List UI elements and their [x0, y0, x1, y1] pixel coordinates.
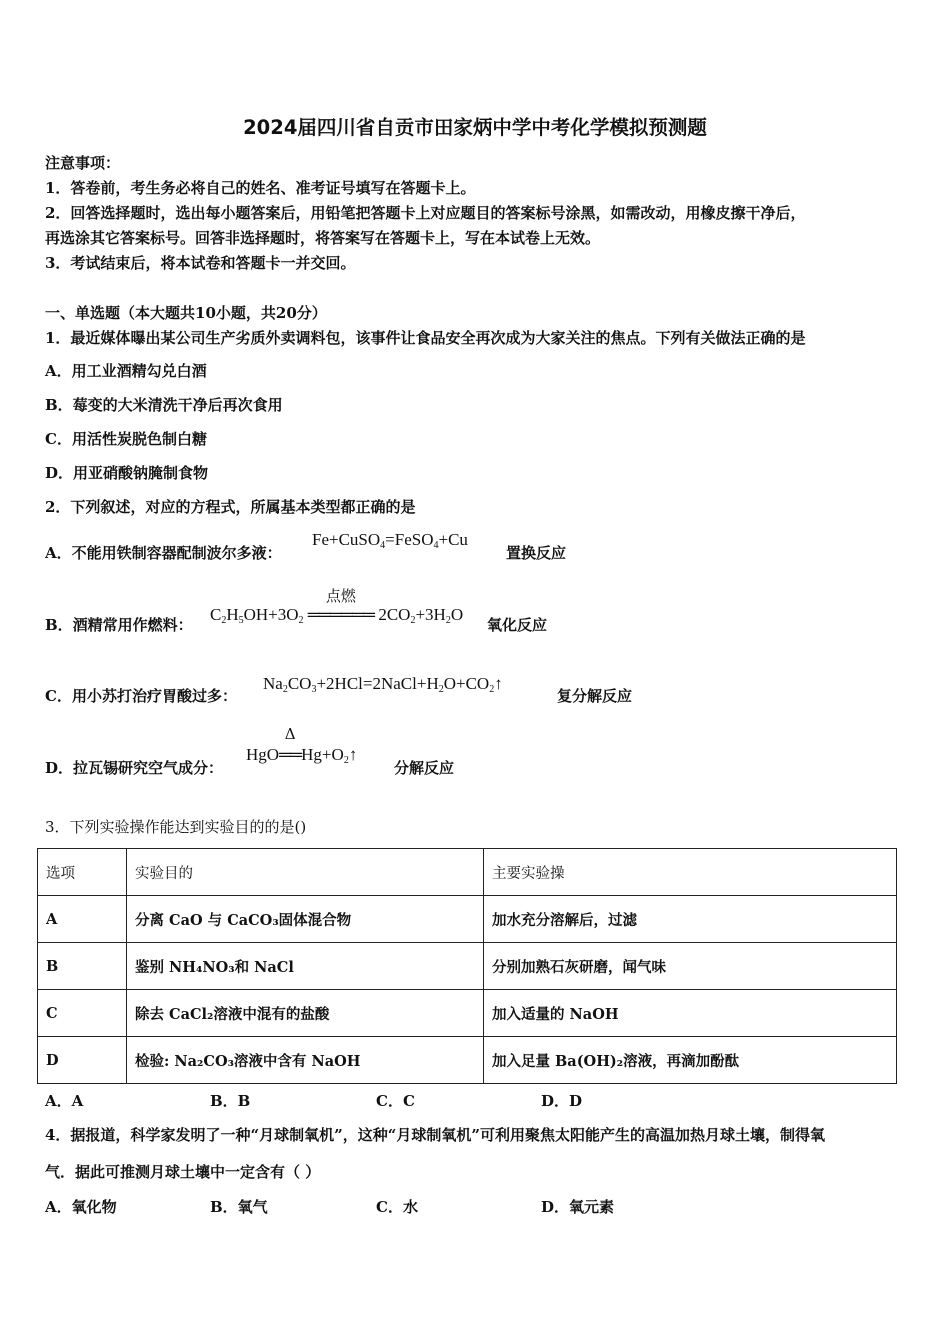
table-row: [38, 943, 897, 990]
q1-option-d: D．用亚硝酸钠腌制食物: [45, 464, 209, 482]
section-heading: 一、单选题（本大题共10小题，共20分）: [45, 304, 327, 322]
q2-option-d-type: 分解反应: [394, 759, 455, 777]
q2-option-d-label: D．拉瓦锡研究空气成分：: [45, 759, 224, 777]
table-cell: 加入足量 Ba(OH)₂溶液，再滴加酚酞: [484, 1037, 897, 1084]
table-cell: 分离 CaO 与 CaCO₃固体混合物: [127, 896, 484, 943]
table-cell: 分别加熟石灰研磨，闻气味: [484, 943, 897, 990]
reaction-condition: 点燃 ══════: [307, 587, 375, 624]
table-header-cell: 选项: [38, 849, 127, 896]
table-cell: 除去 CaCl₂溶液中混有的盐酸: [127, 990, 484, 1037]
notice-item: 2．回答选择题时，选出每小题答案后，用铅笔把答题卡上对应题目的答案标号涂黑，如需改动，用橡皮擦干净后，: [45, 204, 806, 222]
q4-option-a: A．氧化物: [45, 1198, 117, 1216]
q4-option-c: C．水: [376, 1198, 418, 1216]
table-cell: D: [38, 1037, 127, 1084]
q1-option-c: C．用活性炭脱色制白糖: [45, 430, 207, 448]
q2-option-a-equation: Fe+CuSO$_4$=FeSO$_4$+Cu: [312, 530, 468, 551]
table-cell: 加水充分溶解后，过滤: [484, 896, 897, 943]
q2-option-c-label: C．用小苏打治疗胃酸过多：: [45, 687, 237, 705]
q2-option-b-equation: $C_2H_5OH+3O_2$ 点燃 ══════ $2CO_2+3H_2O$: [210, 587, 464, 626]
table-cell: C: [38, 990, 127, 1037]
table-header-cell: 实验目的: [127, 849, 484, 896]
q4-option-b: B．氧气: [210, 1198, 268, 1216]
q2-option-c-equation: $Na_2CO_3+2HCl=2NaCl+H_2O+CO_2↑$: [263, 674, 503, 695]
table-cell: 鉴别 NH₄NO₃和 NaCl: [127, 943, 484, 990]
experiment-table: [37, 848, 897, 1084]
q2-option-d-equation: HgO Δ $══Hg+O_2↑$: [246, 725, 358, 766]
notice-item: 再选涂其它答案标号。回答非选择题时，将答案写在答题卡上，写在本试卷上无效。: [45, 229, 601, 247]
table-cell: A: [38, 896, 127, 943]
notice-item: 3．考试结束后，将本试卷和答题卡一并交回。: [45, 254, 356, 272]
q2-option-b-type: 氧化反应: [487, 616, 548, 634]
question-2-stem: 2．下列叙述，对应的方程式，所属基本类型都正确的是: [45, 498, 416, 516]
notice-item: 1．答卷前，考生务必将自己的姓名、准考证号填写在答题卡上。: [45, 179, 476, 197]
page-title: 2024届四川省自贡市田家炳中学中考化学模拟预测题: [243, 116, 707, 139]
table-row: [38, 896, 897, 943]
table-cell: 检验: Na₂CO₃溶液中含有 NaOH: [127, 1037, 484, 1084]
table-row: [38, 1037, 897, 1084]
q4-option-d: D．氧元素: [541, 1198, 615, 1216]
table-cell: B: [38, 943, 127, 990]
q2-option-a-label: A．不能用铁制容器配制波尔多液：: [45, 544, 282, 562]
q2-option-c-type: 复分解反应: [557, 687, 633, 705]
question-3-stem: 3．下列实验操作能达到实验目的的是(): [45, 818, 307, 836]
table-cell: 加入适量的 NaOH: [484, 990, 897, 1037]
q2-option-a-type: 置换反应: [506, 544, 567, 562]
q3-answer-c: C．C: [376, 1092, 415, 1110]
table-header-row: [38, 849, 897, 896]
question-1-stem: 1．最近媒体曝出某公司生产劣质外卖调料包，该事件让食品安全再次成为大家关注的焦点。下列有关做法正确的是: [45, 329, 806, 347]
question-4-stem: 4．据报道，科学家发明了一种“月球制氧机”，这种“月球制氧机”可利用聚焦太阳能产生的高温加热月球土壤，制得氧: [45, 1126, 825, 1144]
table-header-cell: 主要实验操: [484, 849, 897, 896]
q1-option-a: A．用工业酒精勾兑白酒: [45, 362, 207, 380]
q3-answer-a: A．A: [45, 1092, 84, 1110]
table-row: [38, 990, 897, 1037]
q2-option-b-label: B．酒精常用作燃料：: [45, 616, 193, 634]
question-4-stem-cont: 气．据此可推测月球土壤中一定含有（ ）: [45, 1163, 321, 1181]
reaction-condition: Δ ══: [279, 725, 302, 764]
q1-option-b: B．莓变的大米清洗干净后再次食用: [45, 396, 283, 414]
q3-answer-d: D．D: [541, 1092, 583, 1110]
q3-answer-b: B．B: [210, 1092, 251, 1110]
notice-heading: 注意事项：: [45, 154, 121, 172]
